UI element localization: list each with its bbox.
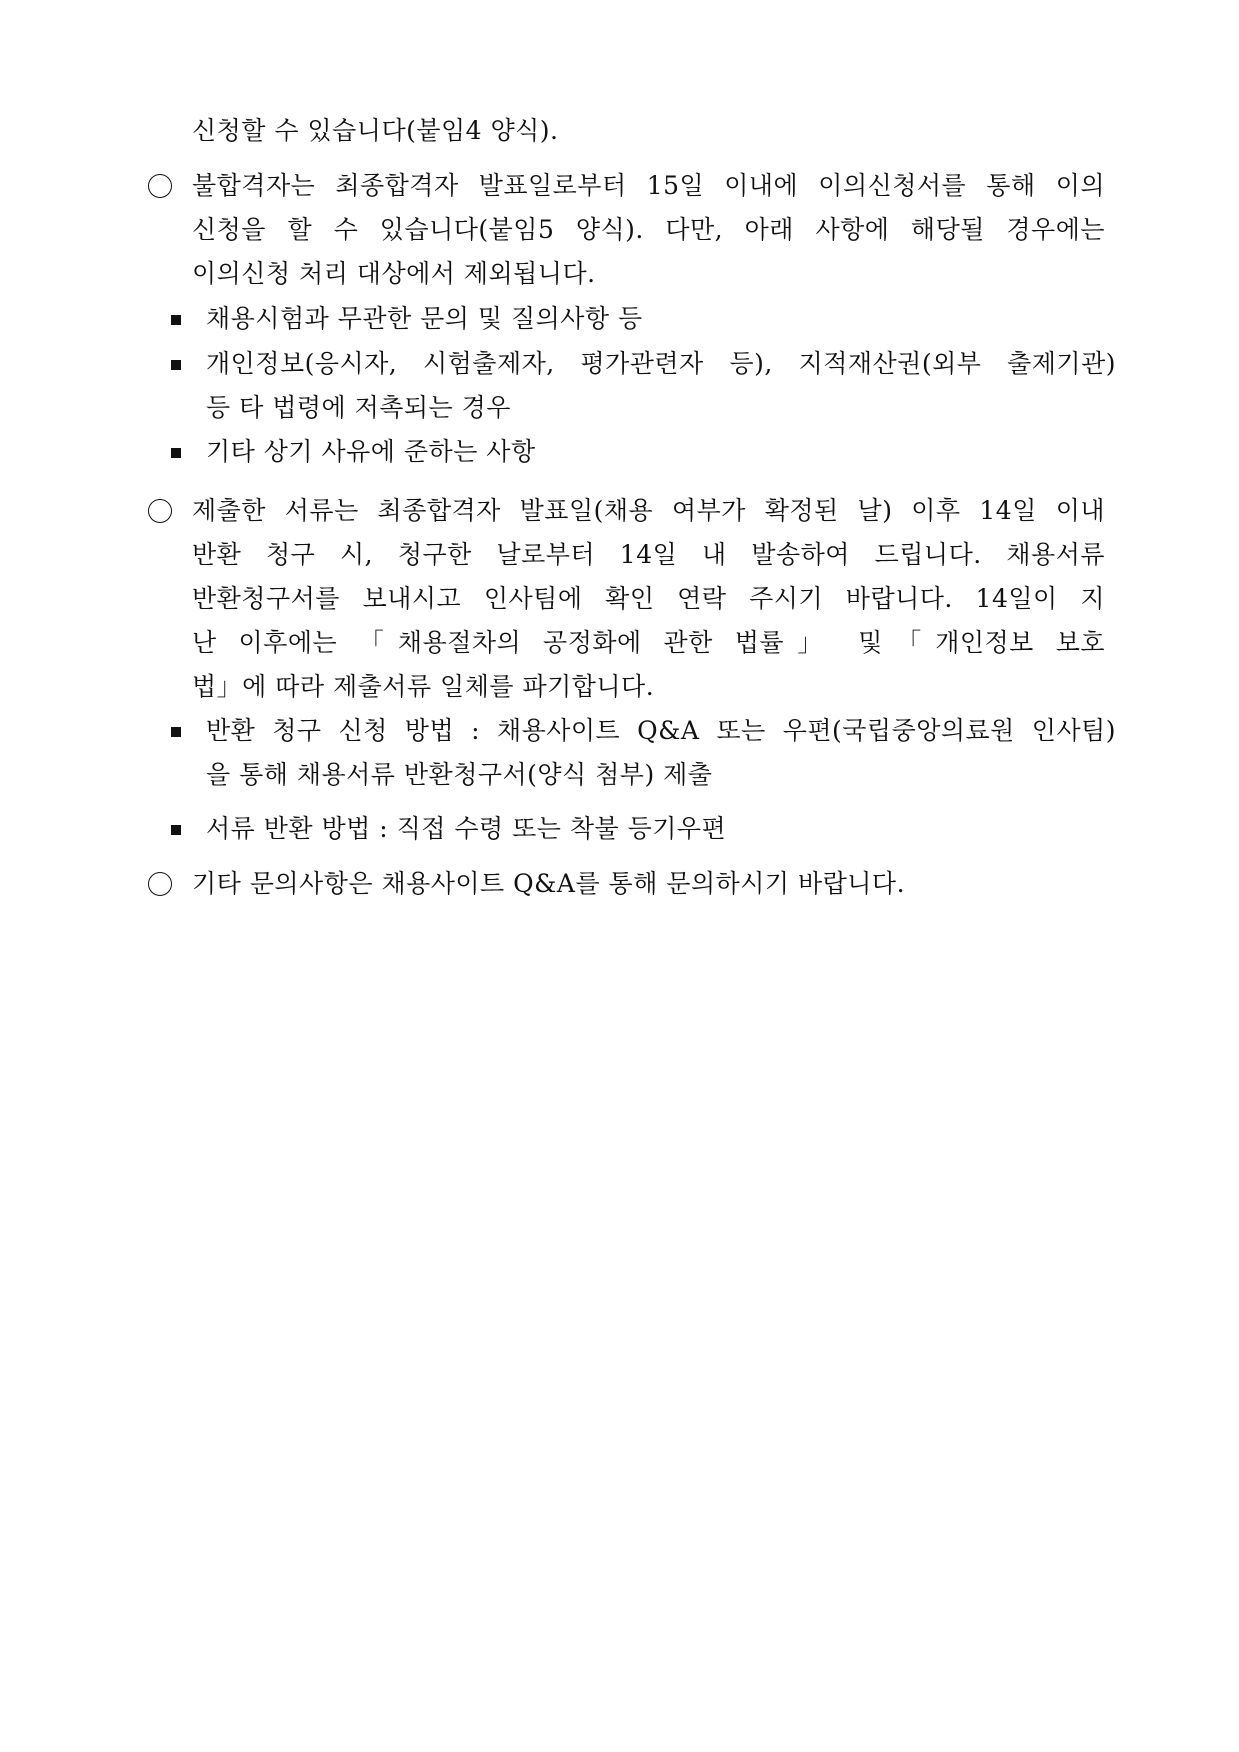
square-bullet-icon <box>171 825 181 835</box>
paragraph-line: 불합격자는 최종합격자 발표일로부터 15일 이내에 이의신청서를 통해 이의 <box>192 171 1105 200</box>
circle-bullet-icon <box>148 499 172 523</box>
square-bullet-icon <box>171 315 181 325</box>
paragraph-line: 제출한 서류는 최종합격자 발표일(채용 여부가 확정된 날) 이후 14일 이내 <box>192 496 1105 525</box>
sub-item-line: 개인정보(응시자, 시험출제자, 평가관련자 등), 지적재산권(외부 출제기관) <box>206 349 1116 378</box>
paragraph-line: 신청을 할 수 있습니다(붙임5 양식). 다만, 아래 사항에 해당될 경우에는 <box>192 215 1105 244</box>
paragraph-line: 법」에 따라 제출서류 일체를 파기합니다. <box>192 672 655 701</box>
square-bullet-icon <box>171 727 181 737</box>
circle-bullet-icon <box>148 872 172 896</box>
sub-item-line: 채용시험과 무관한 문의 및 질의사항 등 <box>206 304 643 333</box>
sub-item-line: 반환 청구 신청 방법 : 채용사이트 Q&A 또는 우편(국립중앙의료원 인사팀) <box>206 716 1116 745</box>
continuation-text: 신청할 수 있습니다(붙임4 양식). <box>192 116 559 145</box>
sub-item-line: 을 통해 채용서류 반환청구서(양식 첨부) 제출 <box>206 760 713 789</box>
sub-item-line: 서류 반환 방법 : 직접 수령 또는 착불 등기우편 <box>206 814 727 843</box>
paragraph-line: 이의신청 처리 대상에서 제외됩니다. <box>192 259 596 288</box>
paragraph-line: 난 이후에는 「채용절차의 공정화에 관한 법률」 및「개인정보 보호 <box>192 628 1105 657</box>
circle-bullet-icon <box>148 174 172 198</box>
paragraph-line: 반환 청구 시, 청구한 날로부터 14일 내 발송하여 드립니다. 채용서류 <box>192 540 1105 569</box>
square-bullet-icon <box>171 360 181 370</box>
sub-item-line: 등 타 법령에 저촉되는 경우 <box>206 393 511 422</box>
paragraph-line: 기타 문의사항은 채용사이트 Q&A를 통해 문의하시기 바랍니다. <box>192 869 906 898</box>
square-bullet-icon <box>171 448 181 458</box>
paragraph-line: 반환청구서를 보내시고 인사팀에 확인 연락 주시기 바랍니다. 14일이 지 <box>192 584 1105 613</box>
sub-item-line: 기타 상기 사유에 준하는 사항 <box>206 437 536 466</box>
